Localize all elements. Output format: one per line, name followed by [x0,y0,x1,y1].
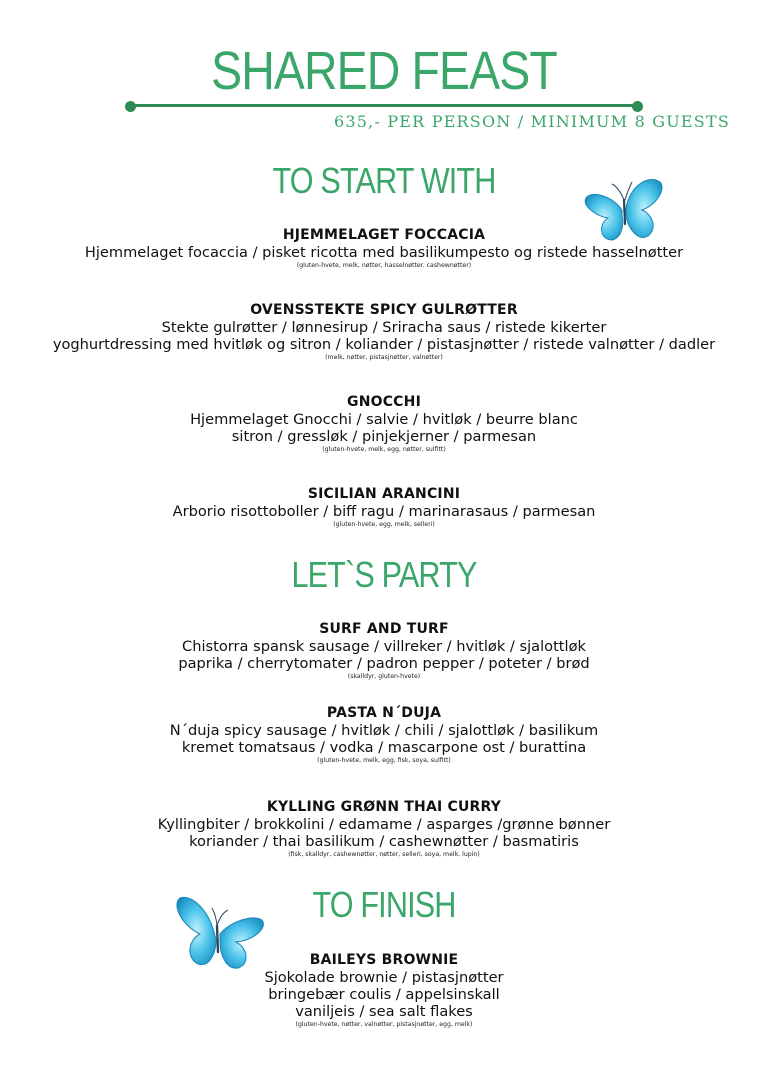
menu-item-arancini [0,485,768,530]
item-allergens: (gluten-hvete, melk, egg, nøtter, sulfitt) [322,446,446,453]
item-description: Sjokolade brownie / pistasjnøtter [264,969,504,986]
item-name: OVENSSTEKTE SPICY GULRØTTER [250,302,518,318]
item-name: BAILEYS BROWNIE [309,952,459,968]
item-name: SICILIAN ARANCINI [307,486,461,502]
item-allergens: (gluten-hvete, melk, nøtter, hasselnøtter. cashewnøtter) [296,262,472,269]
item-allergens: (gluten-hvete, melk, egg, fisk, soya, sulfitt) [317,757,451,764]
item-description: yoghurtdressing med hvitløk og sitron / koliander / pistasjnøtter / ristede valnøtter / dadler [52,336,716,353]
item-name: KYLLING GRØNN THAI CURRY [266,799,502,815]
menu-item-foccacia [0,226,768,271]
item-allergens: (gluten-hvete, egg, melk, selleri) [333,521,435,528]
item-allergens: (skalldyr, gluten-hvete) [347,673,421,680]
item-allergens: (gluten-hvete, nøtter, valnøtter, pistasjnøtter, egg, melk) [295,1021,473,1028]
item-description: Hjemmelaget focaccia / pisket ricotta med basilikumpesto og ristede hasselnøtter [84,244,684,261]
menu-item-gnocchi [0,393,768,455]
divider-dot-left [125,101,136,112]
menu-item-pasta-nduja [0,704,768,766]
menu-title: SHARED FEAST [211,41,557,101]
menu-item-baileys-brownie [0,951,768,1030]
menu-item-thai-curry [0,798,768,860]
item-name: GNOCCHI [347,394,421,410]
menu-item-gulrotter [0,301,768,363]
divider-dot-right [632,101,643,112]
item-allergens: (melk, nøtter, pistasjnøtter, valnøtter) [325,354,443,361]
item-description: N´duja spicy sausage / hvitløk / chili / sjalottløk / basilikum [169,722,599,739]
item-name: HJEMMELAGET FOCCACIA [282,227,486,243]
item-description: koriander / thai basilikum / cashewnøtter / basmatiris [189,833,579,850]
item-description: Chistorra spansk sausage / villreker / hvitløk / sjalottløk [182,638,586,655]
menu-item-surf-and-turf [0,620,768,682]
item-description: paprika / cherrytomater / padron pepper / poteter / brød [178,655,590,672]
title-divider [130,104,638,107]
item-description: Arborio risottoboller / biff ragu / marinarasaus / parmesan [172,503,596,520]
item-description: bringebær coulis / appelsinskall [268,986,500,1003]
section-title-finish: TO FINISH [312,884,456,925]
item-name: PASTA N´DUJA [326,705,442,721]
item-description: sitron / gressløk / pinjekjerner / parmesan [231,428,537,445]
item-description: vaniljeis / sea salt flakes [295,1003,473,1020]
item-name: SURF AND TURF [319,621,449,637]
item-description: Hjemmelaget Gnocchi / salvie / hvitløk / beurre blanc [190,411,578,428]
price-line: 635,- PER PERSON / MINIMUM 8 GUESTS [334,112,730,131]
section-title-start: TO START WITH [272,160,496,201]
item-description: Stekte gulrøtter / lønnesirup / Sriracha saus / ristede kikerter [161,319,607,336]
item-description: kremet tomatsaus / vodka / mascarpone ost / burattina [181,739,587,756]
section-title-party: LET`S PARTY [291,554,477,595]
item-allergens: (fisk, skalldyr, cashewnøtter, nøtter, selleri, soya, melk, lupin) [288,851,480,858]
item-description: Kyllingbiter / brokkolini / edamame / asparges /grønne bønner [157,816,611,833]
